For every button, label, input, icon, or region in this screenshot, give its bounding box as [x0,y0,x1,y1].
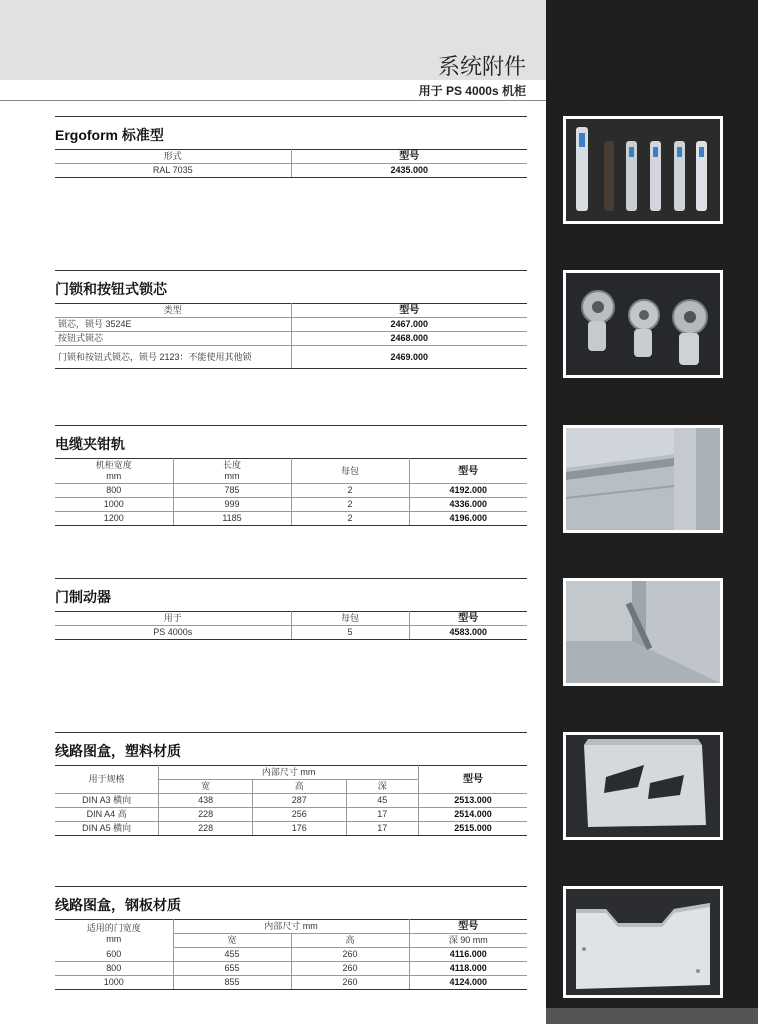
cell-height: 176 [252,822,346,836]
plastic-pocket-illustration [566,735,720,837]
table-row [55,976,527,990]
photo-cable-rail [563,425,723,533]
steel-pocket-illustration [566,889,720,995]
photo-steel-pocket [563,886,723,998]
cell-model: 4124.000 [409,976,527,990]
cell-per-pack: 5 [291,626,409,640]
header-type: 类型 [55,304,291,318]
cell-model: 4196.000 [409,512,527,526]
header-form: 形式 [55,150,291,164]
cell-width: 455 [173,948,291,962]
door-stop-illustration [566,581,720,683]
table-row [55,318,527,332]
cell-model: 2467.000 [291,318,527,332]
cell-width: 438 [159,794,253,808]
photo-ergoform-handles [563,116,723,224]
table-row [55,808,527,822]
header-width [55,459,173,484]
table-row [55,332,527,346]
photo-lock-inserts [563,270,723,378]
table-row [55,346,527,369]
cell-format: DIN A4 高 [55,808,159,822]
cell-used-for: PS 4000s [55,626,291,640]
cell-width: 228 [159,822,253,836]
locks-illustration [566,273,720,375]
table-row [55,484,527,498]
cell-width: 800 [55,484,173,498]
table-row [55,948,527,962]
header-model: 型号 [418,766,527,794]
section-divider [55,116,527,117]
header-model: 型号 [409,612,527,626]
header-inner-dims: 内部尺寸 mm [159,766,419,780]
cell-length: 999 [173,498,291,512]
header-height: 高 [252,780,346,794]
door-stop-table [55,611,527,640]
cell-model: 2514.000 [418,808,527,822]
cell-model: 4118.000 [409,962,527,976]
header-length-label: 长度 [222,460,241,470]
section-divider [55,578,527,579]
cell-door-width: 800 [55,962,173,976]
cell-model: 4336.000 [409,498,527,512]
header-door-width-label: 适用的门宽度 [86,922,141,933]
cell-length: 785 [173,484,291,498]
cell-form: RAL 7035 [55,164,291,178]
section-door-stop [55,578,527,640]
header-model: 型号 [409,920,527,934]
cell-model: 4192.000 [409,484,527,498]
header-depth: 深 [346,780,418,794]
section-ergoform [55,116,527,178]
section-steel-pocket [55,886,527,990]
cell-per-pack: 2 [291,512,409,526]
header-depth: 深 90 mm [409,934,527,948]
cell-width: 855 [173,976,291,990]
table-header-row [55,612,527,626]
cell-per-pack: 2 [291,484,409,498]
section-title: 线路图盒，钢板材质 [55,897,181,913]
header-width: 宽 [173,934,291,948]
cell-width: 1200 [55,512,173,526]
header-model: 型号 [291,304,527,318]
table-row [55,512,527,526]
section-divider [55,270,527,271]
cell-type: 锁芯，锁号 3524E [55,318,291,332]
header-width-label: 机柜宽度 [95,460,132,470]
header-height: 高 [291,934,409,948]
side-panel-strip [546,1008,758,1024]
header-used-for: 用于 [55,612,291,626]
section-title: Ergoform 标准型 [55,127,164,143]
table-header-row [55,920,527,934]
cell-height: 260 [291,948,409,962]
table-header-row [55,766,527,780]
header-length-unit: mm [224,471,240,481]
table-row [55,626,527,640]
header-length [173,459,291,484]
section-divider [55,425,527,426]
section-divider [55,732,527,733]
cell-door-width: 1000 [55,976,173,990]
cell-model: 4583.000 [409,626,527,640]
cell-height: 256 [252,808,346,822]
cable-rail-illustration [566,428,720,530]
cell-type: 按钮式锁芯 [55,332,291,346]
cell-depth: 17 [346,808,418,822]
cell-model: 2515.000 [418,822,527,836]
header-width: 宽 [159,780,253,794]
table-row [55,822,527,836]
header-door-width-unit: mm [106,933,122,944]
cell-model: 2468.000 [291,332,527,346]
section-cable-rail [55,425,527,526]
steel-pocket-table [55,919,527,990]
table-row [55,164,527,178]
photo-plastic-pocket [563,732,723,840]
section-title: 线路图盒，塑料材质 [55,743,181,759]
section-locks [55,270,527,369]
table-row [55,794,527,808]
header-per-pack: 每包 [291,459,409,484]
cell-width: 228 [159,808,253,822]
table-header-row [55,304,527,318]
cell-depth: 17 [346,822,418,836]
cell-type: 门锁和按钮式锁芯，锁号 2123：不能使用其他锁 [55,346,291,369]
cell-width: 655 [173,962,291,976]
cell-format: DIN A5 横向 [55,822,159,836]
cell-height: 260 [291,976,409,990]
cell-door-width: 600 [55,948,173,962]
table-row [55,962,527,976]
page-subtitle: 用于 PS 4000s 机柜 [418,84,526,98]
header-inner-dims: 内部尺寸 mm [173,920,409,934]
section-divider [55,886,527,887]
cell-model: 4116.000 [409,948,527,962]
handles-illustration [566,119,720,221]
cell-model: 2469.000 [291,346,527,369]
plastic-pocket-table [55,765,527,836]
section-title: 门锁和按钮式锁芯 [55,281,167,297]
cell-width: 1000 [55,498,173,512]
table-header-row [55,150,527,164]
header-per-pack: 每包 [291,612,409,626]
ergoform-table [55,149,527,178]
cell-model: 2435.000 [291,164,527,178]
cable-rail-table [55,458,527,526]
page-title: 系统附件 [437,54,526,79]
header-door-width [55,920,173,948]
header-model: 型号 [409,459,527,484]
section-plastic-pocket [55,732,527,836]
table-row [55,498,527,512]
cell-format: DIN A3 横向 [55,794,159,808]
cell-height: 287 [252,794,346,808]
cell-per-pack: 2 [291,498,409,512]
cell-model: 2513.000 [418,794,527,808]
section-title: 门制动器 [55,589,111,605]
section-title: 电缆夹钳轨 [55,436,125,452]
photo-door-stop [563,578,723,686]
cell-length: 1185 [173,512,291,526]
cell-height: 260 [291,962,409,976]
header-width-unit: mm [106,471,122,481]
header-format: 用于规格 [55,766,159,794]
table-header-row [55,459,527,484]
cell-depth: 45 [346,794,418,808]
header-model: 型号 [291,150,527,164]
title-divider [0,100,546,101]
locks-table [55,303,527,369]
